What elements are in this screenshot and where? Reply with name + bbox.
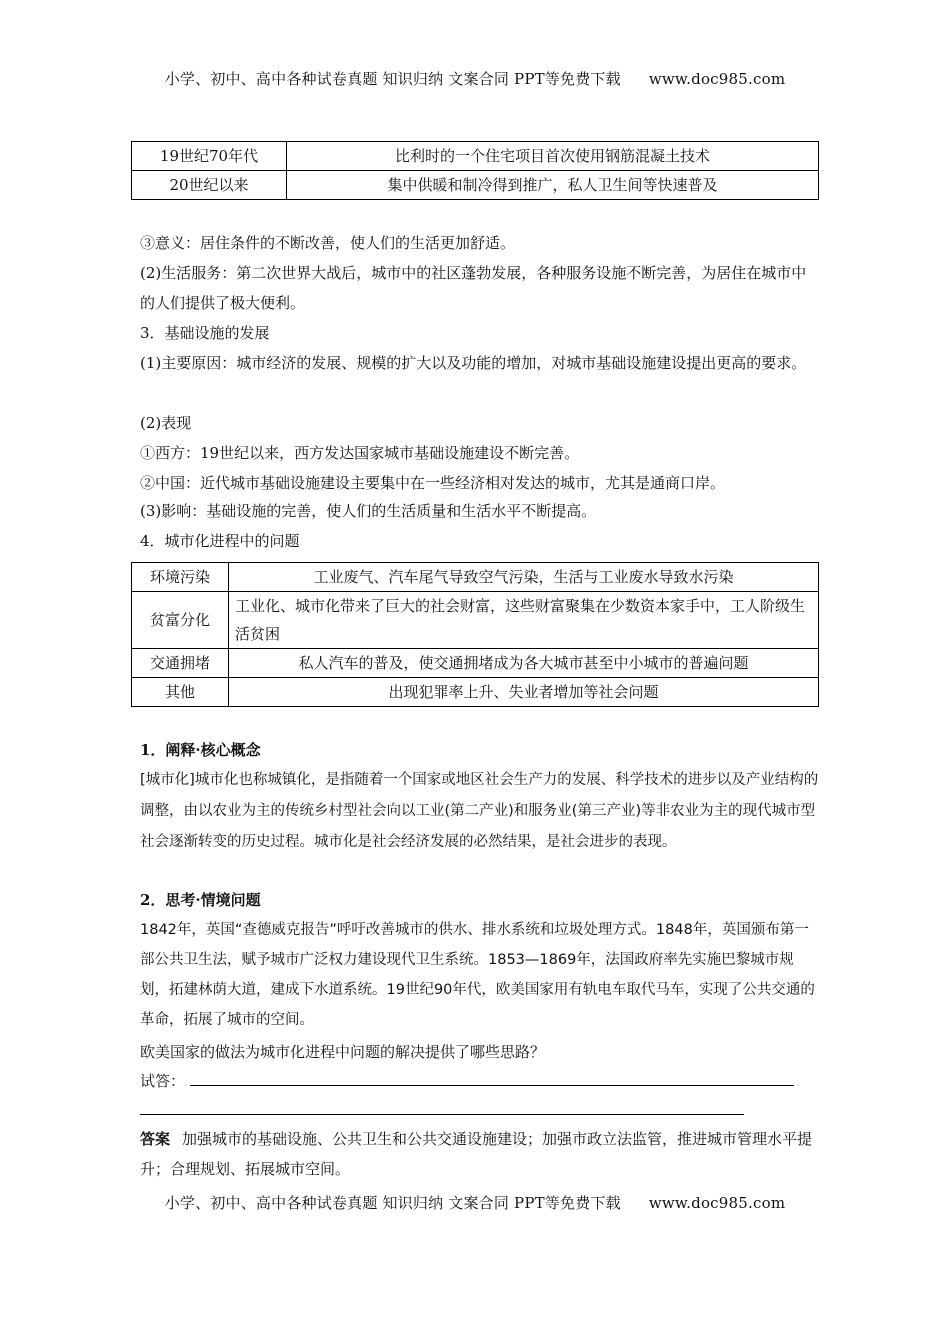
paragraph-impact: (3)影响：基础设施的完善，使人们的生活质量和生活水平不断提高。 — [140, 502, 597, 520]
answer-line — [190, 1085, 794, 1086]
answer-paragraph — [140, 1124, 820, 1184]
header-site: www.doc985.com — [648, 70, 786, 88]
paragraph-china: ②中国：近代城市基础设施建设主要集中在一些经济相对发达的城市，尤其是通商口岸。 — [140, 474, 726, 492]
problems-table — [131, 562, 819, 707]
table-cell-era: 20世纪以来 — [132, 171, 287, 200]
paragraph-manifestation: (2)表现 — [140, 414, 192, 432]
table-cell-desc: 工业化、城市化带来了巨大的社会财富，这些财富聚集在少数资本家手中，工人阶级生活贫困 — [229, 592, 819, 649]
table-cell-desc: 工业废气、汽车尾气导致空气污染，生活与工业废水导致水污染 — [229, 563, 819, 592]
answer-line — [140, 1114, 744, 1115]
paragraph-scenario: 1842年，英国“查德威克报告”呼吁改善城市的供水、排水系统和垃圾处理方式。1848年，英国颁布第一部公共卫生法，赋予城市广泛权力建设现代卫生系统。1853—1869年，法国政府率先实施巴黎城市规划，拓建林荫大道，建成下水道系统。19世纪90年代，欧美国家用有轨电车取代马车，实现了公共交通的革命，拓展了城市的空间。 — [140, 922, 815, 1028]
paragraph-significance: ③意义：居住条件的不断改善，使人们的生活更加舒适。 — [140, 234, 516, 252]
footer-site: www.doc985.com — [648, 1194, 786, 1212]
paragraph-question: 欧美国家的做法为城市化进程中问题的解决提供了哪些思路？ — [140, 1043, 546, 1061]
table-cell-desc: 出现犯罪率上升、失业者增加等社会问题 — [229, 678, 819, 707]
table-cell-era: 19世纪70年代 — [132, 142, 287, 171]
footer-text: 小学、初中、高中各种试卷真题 知识归纳 文案合同 PPT等免费下载 — [164, 1194, 621, 1212]
header-text: 小学、初中、高中各种试卷真题 知识归纳 文案合同 PPT等免费下载 — [164, 70, 621, 88]
table-row — [132, 649, 819, 678]
heading-core-concept: 1．阐释·核心概念 — [140, 741, 261, 759]
paragraph-west: ①西方：19世纪以来，西方发达国家城市基础设施建设不断完善。 — [140, 444, 580, 462]
table-cell-label: 贫富分化 — [132, 592, 229, 649]
page-footer — [0, 1192, 950, 1213]
table-cell-desc: 集中供暖和制冷得到推广，私人卫生间等快速普及 — [287, 171, 819, 200]
table-row — [132, 678, 819, 707]
answer-text: 加强城市的基础设施、公共卫生和公共交通设施建设；加强市政立法监管，推进城市管理水平提升；合理规划、拓展城市空间。 — [140, 1130, 813, 1178]
try-answer-label: 试答： — [140, 1072, 186, 1090]
table-cell-desc: 私人汽车的普及，使交通拥堵成为各大城市甚至中小城市的普遍问题 — [229, 649, 819, 678]
paragraph-concept: [城市化]城市化也称城镇化，是指随着一个国家或地区社会生产力的发展、科学技术的进步以及产业结构的调整，由以农业为主的传统乡村型社会向以工业(第二产业)和服务业(第三产业)等非农业为主的现代城市型社会逐渐转变的历史过程。城市化是社会经济发展的必然结果，是社会进步的表现。 — [140, 772, 819, 850]
heading-infrastructure: 3．基础设施的发展 — [140, 324, 270, 342]
table-cell-desc: 比利时的一个住宅项目首次使用钢筋混凝土技术 — [287, 142, 819, 171]
housing-table — [131, 141, 819, 200]
table-row — [132, 142, 819, 171]
heading-problems: 4．城市化进程中的问题 — [140, 532, 300, 550]
table-row — [132, 592, 819, 649]
paragraph-life-services: (2)生活服务：第二次世界大战后，城市中的社区蓬勃发展，各种服务设施不断完善，为居住在城市中的人们提供了极大便利。 — [140, 264, 807, 312]
answer-label: 答案 — [140, 1130, 171, 1148]
page-header — [0, 68, 950, 89]
table-row — [132, 171, 819, 200]
paragraph-main-reason: (1)主要原因：城市经济的发展、规模的扩大以及功能的增加，对城市基础设施建设提出更高的要求。 — [140, 354, 807, 372]
table-row — [132, 563, 819, 592]
heading-scenario: 2．思考·情境问题 — [140, 891, 261, 909]
table-cell-label: 环境污染 — [132, 563, 229, 592]
table-cell-label: 交通拥堵 — [132, 649, 229, 678]
table-cell-label: 其他 — [132, 678, 229, 707]
